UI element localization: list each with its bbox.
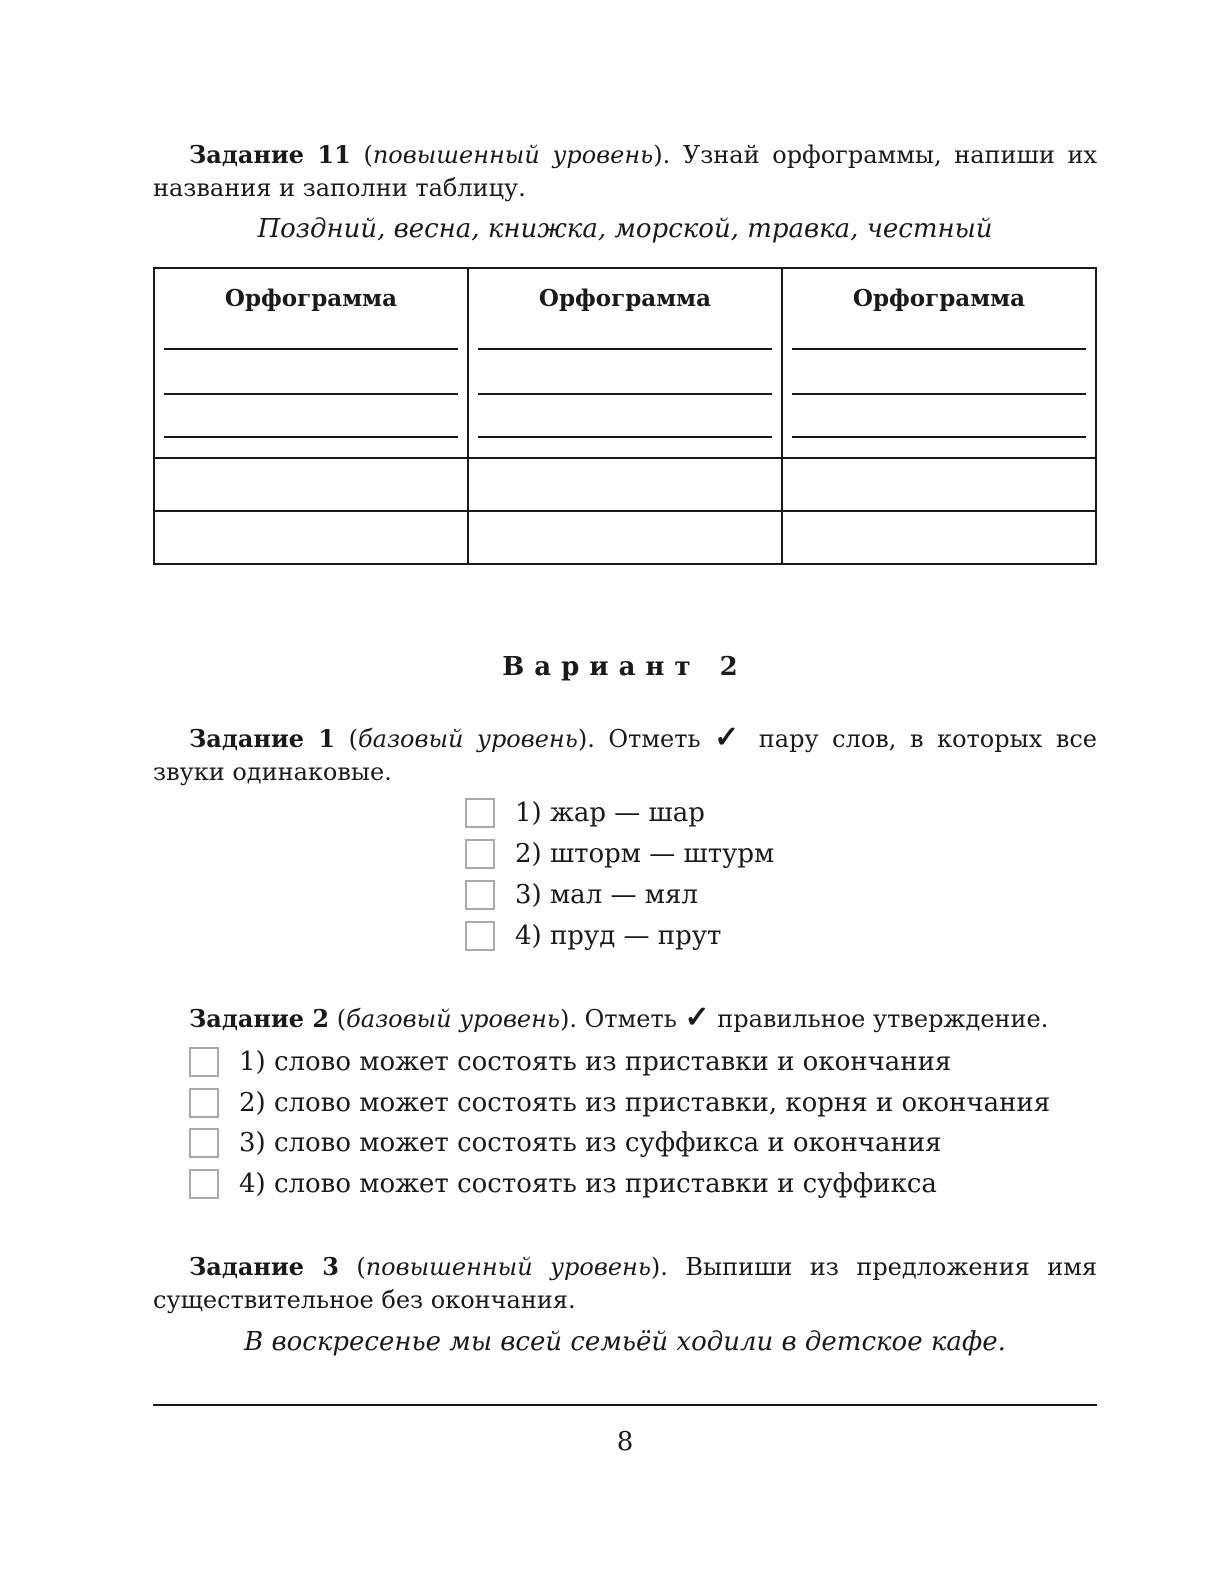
task-1-instruction-end: пару слов, в которых все звуки одинаковые. bbox=[153, 725, 1097, 786]
table-header: Орфограмма bbox=[538, 285, 712, 312]
task-3-text: Задание 3 (повышенный уровень). Выпиши из предложения имя существительное без окончания. bbox=[153, 1252, 1098, 1314]
orthogram-table bbox=[153, 267, 1097, 565]
page-number: 8 bbox=[616, 1427, 634, 1457]
write-line bbox=[792, 348, 1086, 350]
task-11-label: Задание 11 bbox=[189, 140, 351, 169]
footer-divider bbox=[153, 1404, 1097, 1406]
checkmark-icon: ✓ bbox=[714, 720, 746, 755]
table-cell[interactable] bbox=[154, 458, 468, 511]
task-3 bbox=[153, 1250, 1097, 1317]
task-1 bbox=[153, 722, 1097, 789]
task-2-text: Задание 2 (базовый уровень). Отметь ✓ правильное утверждение. bbox=[189, 1000, 1049, 1035]
table-cell[interactable] bbox=[782, 511, 1096, 564]
table-header-cell[interactable] bbox=[154, 268, 468, 458]
task-1-level: базовый уровень bbox=[357, 725, 578, 753]
checkbox[interactable] bbox=[189, 1088, 219, 1118]
checkbox[interactable] bbox=[465, 921, 495, 951]
variant-heading: Вариант 2 bbox=[502, 652, 748, 682]
table-header-cell[interactable] bbox=[468, 268, 782, 458]
table-header: Орфограмма bbox=[224, 285, 398, 312]
option-label: 1) слово может состоять из приставки и окончания bbox=[239, 1047, 952, 1077]
checkbox[interactable] bbox=[189, 1169, 219, 1199]
task-11-text: Задание 11 (повышенный уровень). Узнай орфограммы, напиши их названия и заполни таблицу. bbox=[153, 140, 1098, 202]
write-line bbox=[478, 393, 772, 395]
option-label: 4) слово может состоять из приставки и суффикса bbox=[239, 1169, 937, 1199]
task-11-words: Поздний, весна, книжка, морской, травка, честный bbox=[257, 214, 993, 244]
task-1-option[interactable] bbox=[465, 921, 721, 951]
option-label: 2) шторм — штурм bbox=[515, 839, 775, 869]
task-2-option[interactable] bbox=[189, 1088, 1050, 1118]
write-line bbox=[478, 348, 772, 350]
task-1-option[interactable] bbox=[465, 839, 774, 869]
task-11-level: повышенный уровень bbox=[372, 141, 654, 169]
task-3-level: повышенный уровень bbox=[365, 1253, 651, 1281]
table-cell[interactable] bbox=[468, 458, 782, 511]
table-header: Орфограмма bbox=[852, 285, 1026, 312]
task-2-instruction-end: правильное утверждение. bbox=[717, 1005, 1049, 1033]
option-label: 3) мал — мял bbox=[515, 880, 698, 910]
write-line bbox=[792, 393, 1086, 395]
task-2-option[interactable] bbox=[189, 1047, 951, 1077]
table-cell[interactable] bbox=[154, 511, 468, 564]
checkbox[interactable] bbox=[189, 1128, 219, 1158]
task-1-text: Задание 1 (базовый уровень). Отметь ✓ пару слов, в которых все звуки одинаковые. bbox=[153, 720, 1097, 786]
task-11 bbox=[153, 138, 1097, 205]
task-1-label: Задание 1 bbox=[189, 724, 336, 753]
checkbox[interactable] bbox=[465, 798, 495, 828]
table-cell[interactable] bbox=[468, 511, 782, 564]
task-2 bbox=[153, 1002, 1097, 1036]
checkbox[interactable] bbox=[189, 1047, 219, 1077]
write-line bbox=[164, 436, 458, 438]
option-label: 1) жар — шар bbox=[515, 798, 705, 828]
task-3-sentence: В воскресенье мы всей семьёй ходили в детское кафе. bbox=[244, 1327, 1006, 1357]
task-1-instruction-start: . Отметь bbox=[587, 725, 701, 753]
task-1-option[interactable] bbox=[465, 798, 705, 828]
task-2-option[interactable] bbox=[189, 1169, 937, 1199]
task-2-instruction-start: . Отметь bbox=[569, 1005, 677, 1033]
option-label: 3) слово может состоять из суффикса и окончания bbox=[239, 1128, 942, 1158]
checkbox[interactable] bbox=[465, 880, 495, 910]
write-line bbox=[164, 348, 458, 350]
option-label: 2) слово может состоять из приставки, корня и окончания bbox=[239, 1088, 1051, 1118]
write-line bbox=[792, 436, 1086, 438]
checkbox[interactable] bbox=[465, 839, 495, 869]
write-line bbox=[478, 436, 772, 438]
checkmark-icon: ✓ bbox=[684, 1000, 710, 1035]
task-3-label: Задание 3 bbox=[189, 1252, 339, 1281]
task-11-instruction: . Узнай орфограммы, напиши их названия и заполни таблицу. bbox=[153, 141, 1098, 202]
task-2-level: базовый уровень bbox=[346, 1005, 560, 1033]
write-line bbox=[164, 393, 458, 395]
task-2-option[interactable] bbox=[189, 1128, 942, 1158]
task-2-label: Задание 2 bbox=[189, 1004, 330, 1033]
table-header-cell[interactable] bbox=[782, 268, 1096, 458]
option-label: 4) пруд — прут bbox=[515, 921, 722, 951]
task-3-instruction: . Выпиши из предложения имя существительное без окончания. bbox=[153, 1253, 1098, 1314]
task-1-option[interactable] bbox=[465, 880, 698, 910]
table-cell[interactable] bbox=[782, 458, 1096, 511]
